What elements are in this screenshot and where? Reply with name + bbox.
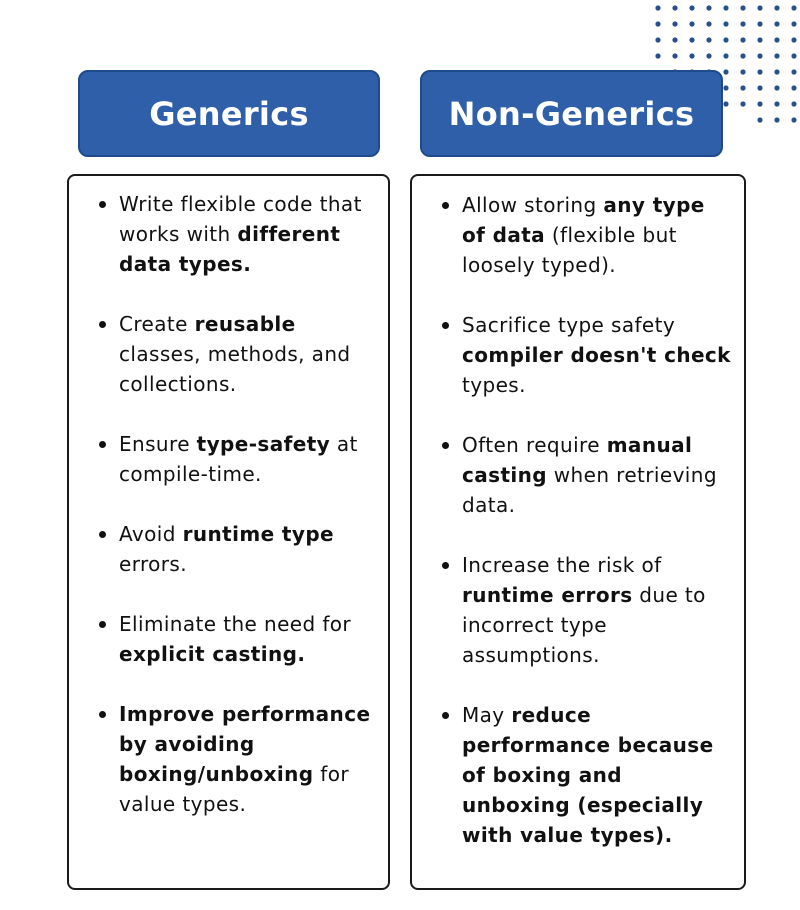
decorative-dot — [672, 37, 677, 42]
decorative-dot — [723, 5, 728, 10]
decorative-dot — [689, 37, 694, 42]
decorative-dot — [740, 5, 745, 10]
list-item: Allow storing any type of data (flexible but loosely typed). — [442, 190, 734, 280]
decorative-dot — [723, 21, 728, 26]
decorative-dot — [774, 69, 779, 74]
decorative-dot — [723, 85, 728, 90]
decorative-dot — [774, 117, 779, 122]
non-generics-list — [412, 176, 744, 850]
decorative-dot — [740, 53, 745, 58]
bullet-icon — [442, 202, 449, 209]
decorative-dot — [706, 21, 711, 26]
decorative-dot — [723, 69, 728, 74]
decorative-dot — [689, 53, 694, 58]
decorative-dot — [757, 21, 762, 26]
decorative-dot — [791, 101, 796, 106]
decorative-dot — [757, 53, 762, 58]
decorative-dot — [689, 21, 694, 26]
bullet-icon — [99, 711, 106, 718]
bullet-icon — [99, 621, 106, 628]
decorative-dot — [655, 37, 660, 42]
generics-panel — [67, 174, 390, 890]
decorative-dot — [723, 53, 728, 58]
bullet-icon — [442, 712, 449, 719]
decorative-dot — [791, 5, 796, 10]
decorative-dot — [723, 101, 728, 106]
decorative-dot — [706, 37, 711, 42]
non-generics-panel — [410, 174, 746, 890]
non-generics-header — [420, 70, 723, 157]
decorative-dot — [791, 85, 796, 90]
decorative-dot — [774, 37, 779, 42]
non-generics-title: Non-Generics — [448, 94, 695, 133]
decorative-dot — [757, 117, 762, 122]
list-item: Create reusable classes, methods, and collections. — [99, 309, 378, 399]
decorative-dot — [740, 37, 745, 42]
decorative-dot — [655, 5, 660, 10]
bullet-icon — [442, 322, 449, 329]
list-item: Improve performance by avoiding boxing/unboxing for value types. — [99, 699, 378, 819]
list-item: Increase the risk of runtime errors due to incorrect type assumptions. — [442, 550, 734, 670]
decorative-dot — [791, 37, 796, 42]
decorative-dot — [774, 5, 779, 10]
decorative-dot — [791, 69, 796, 74]
decorative-dot — [757, 101, 762, 106]
list-item: Often require manual casting when retrieving data. — [442, 430, 734, 520]
decorative-dot — [774, 85, 779, 90]
decorative-dot — [655, 53, 660, 58]
decorative-dot — [723, 37, 728, 42]
list-item: May reduce performance because of boxing and unboxing (especially with value types). — [442, 700, 734, 850]
decorative-dot — [672, 53, 677, 58]
decorative-dot — [774, 21, 779, 26]
list-item: Ensure type-safety at compile-time. — [99, 429, 378, 489]
list-item: Eliminate the need for explicit casting. — [99, 609, 378, 669]
decorative-dot — [672, 5, 677, 10]
decorative-dot — [689, 5, 694, 10]
decorative-dot — [791, 117, 796, 122]
list-item: Sacrifice type safety compiler doesn't check types. — [442, 310, 734, 400]
decorative-dot — [740, 21, 745, 26]
generics-header — [78, 70, 380, 157]
list-item: Write flexible code that works with different data types. — [99, 189, 378, 279]
bullet-icon — [99, 441, 106, 448]
decorative-dot — [655, 21, 660, 26]
decorative-dot — [757, 5, 762, 10]
decorative-dot — [757, 69, 762, 74]
decorative-dot — [774, 53, 779, 58]
generics-list — [69, 176, 388, 819]
decorative-dot — [757, 85, 762, 90]
decorative-dot — [774, 101, 779, 106]
list-item: Avoid runtime type errors. — [99, 519, 378, 579]
decorative-dot — [706, 5, 711, 10]
bullet-icon — [99, 201, 106, 208]
generics-title: Generics — [149, 94, 309, 133]
decorative-dot — [791, 21, 796, 26]
decorative-dot — [672, 21, 677, 26]
bullet-icon — [442, 442, 449, 449]
bullet-icon — [99, 531, 106, 538]
decorative-dot — [791, 53, 796, 58]
decorative-dot — [757, 37, 762, 42]
decorative-dot — [740, 85, 745, 90]
decorative-dot — [706, 53, 711, 58]
decorative-dot — [740, 101, 745, 106]
bullet-icon — [99, 321, 106, 328]
decorative-dot — [740, 69, 745, 74]
bullet-icon — [442, 562, 449, 569]
